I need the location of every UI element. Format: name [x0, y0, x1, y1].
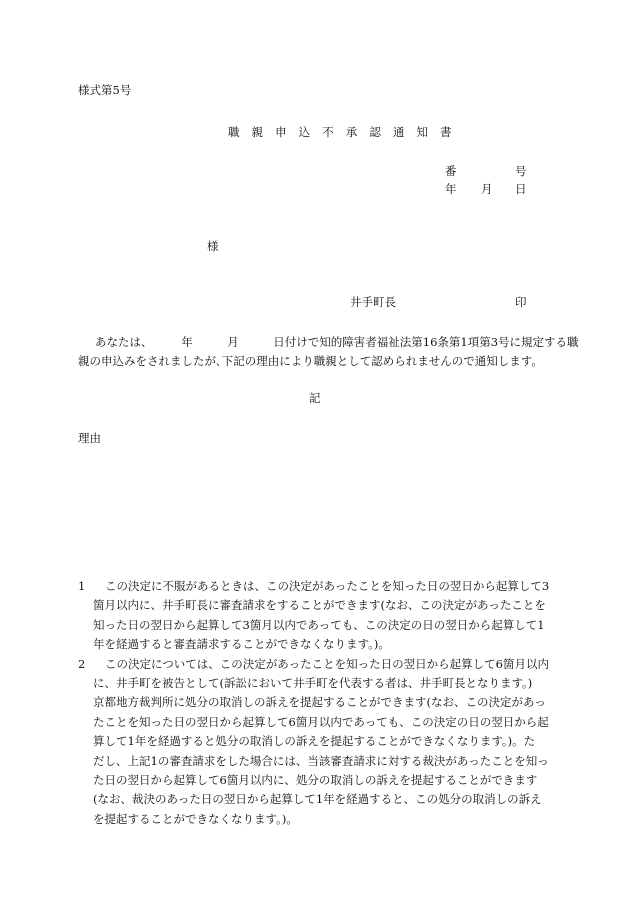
- note-line: 知った日の翌日から起算して3箇月以内であっても、この決定の日の翌日から起算して1: [93, 617, 545, 632]
- document-title: 職 親 申 込 不 承 認 通 知 書: [228, 125, 456, 139]
- form-number: 様式第5号: [78, 83, 132, 97]
- note-line: 箇月以内に、井手町長に審査請求をすることができます(なお、この決定があったことを: [93, 598, 546, 613]
- number-suffix: 号: [515, 164, 527, 178]
- addressee-suffix: 様: [207, 239, 219, 253]
- body-line-2: 親の申込みをされましたが､下記の理由により職親として認められませんので通知します。: [78, 353, 543, 368]
- notification-body: [78, 333, 579, 370]
- note-line: この決定に不服があるときは、この決定があったことを知った日の翌日から起算して3: [105, 579, 550, 593]
- note-line: たことを知った日の翌日から起算して6箇月以内であっても、この決定の日の翌日から起: [93, 714, 549, 729]
- issuer-name: 井手町長: [350, 295, 396, 309]
- note-line: 京都地方裁判所に処分の取消しの訴えを提起することができます(なお、この決定があっ: [93, 695, 546, 710]
- seal-mark: 印: [515, 295, 527, 309]
- note-line: この決定については、この決定があったことを知った日の翌日から起算して6箇月以内: [105, 656, 549, 671]
- note-line: に、井手町を被告として(訴訟において井手町を代表する者は、井手町長となります。): [93, 676, 533, 691]
- note-number: 2: [78, 656, 86, 671]
- date-month-label: 月: [481, 182, 493, 196]
- note-line: だし、上記1の審査請求をした場合には、当該審査請求に対する裁決があったことを知っ: [93, 753, 549, 768]
- reason-label: 理由: [78, 431, 101, 445]
- number-label: 番: [445, 164, 457, 178]
- date-year-label: 年: [445, 182, 457, 196]
- note-line: を提起することができなくなります。)。: [93, 811, 298, 826]
- note-item: [78, 577, 558, 655]
- body-line-1: あなたは、 年 月 日付けで知的障害者福祉法第16条第1項第3号に規定する職: [95, 335, 579, 349]
- note-number: 1: [78, 579, 86, 593]
- note-line: (なお、裁決のあった日の翌日から起算して1年を経過すると、この処分の取消しの訴え: [93, 792, 542, 807]
- appeal-notes: [78, 577, 558, 829]
- note-line: 年を経過すると審査請求することができなくなります。)。: [93, 637, 390, 652]
- note-line: 算して1年を経過すると処分の取消しの訴えを提起することができなくなります。)。た: [93, 734, 536, 749]
- ki-heading: 記: [309, 391, 321, 405]
- note-line: た日の翌日から起算して6箇月以内に、処分の取消しの訴えを提起することができます: [93, 773, 538, 788]
- note-item: [78, 655, 558, 830]
- date-day-label: 日: [515, 182, 527, 196]
